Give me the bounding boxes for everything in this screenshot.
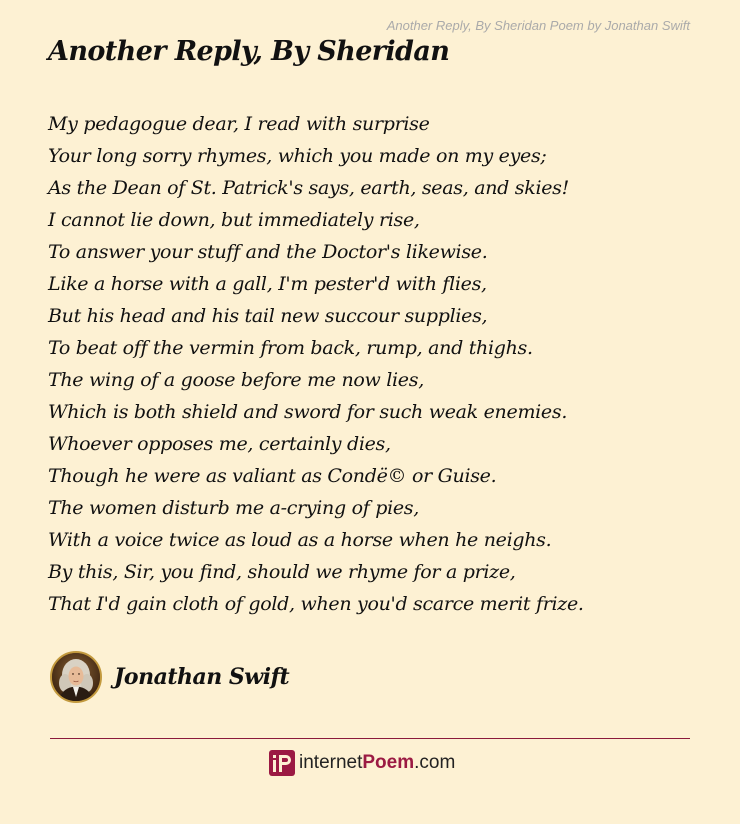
author-name[interactable]: Jonathan Swift <box>114 664 290 690</box>
poem-line: I cannot lie down, but immediately rise, <box>48 209 420 231</box>
poem-line: As the Dean of St. Patrick's says, earth, seas, and skies! <box>48 177 569 199</box>
logo-strong: Poem <box>362 752 415 773</box>
poem-line: Which is both shield and sword for such weak enemies. <box>48 401 568 423</box>
poem-line: That I'd gain cloth of gold, when you'd scarce merit frize. <box>48 593 584 615</box>
poem-line: Your long sorry rhymes, which you made on my eyes; <box>48 145 547 167</box>
author-row[interactable] <box>50 651 289 703</box>
footer-divider <box>50 738 690 739</box>
poem-line: To answer your stuff and the Doctor's likewise. <box>48 241 488 263</box>
poem-line: The wing of a goose before me now lies, <box>48 369 424 391</box>
poem-line: The women disturb me a-crying of pies, <box>48 497 419 519</box>
poem-line: Whoever opposes me, certainly dies, <box>48 433 391 455</box>
poem-title: Another Reply, By Sheridan <box>48 36 450 67</box>
header-caption: Another Reply, By Sheridan Poem by Jonathan Swift <box>386 18 690 33</box>
author-avatar[interactable] <box>50 651 102 703</box>
poem-line: Though he were as valiant as Condë© or Guise. <box>48 465 497 487</box>
poem-body <box>48 108 698 620</box>
site-logo-text <box>299 752 455 774</box>
poem-line: But his head and his tail new succour supplies, <box>48 305 488 327</box>
logo-suffix: .com <box>414 752 456 773</box>
poem-line: With a voice twice as loud as a horse when he neighs. <box>48 529 552 551</box>
internetpoem-logo-icon <box>269 750 295 776</box>
poem-line: By this, Sir, you find, should we rhyme for a prize, <box>48 561 516 583</box>
poem-line: My pedagogue dear, I read with surprise <box>48 113 430 135</box>
logo-prefix: internet <box>299 752 363 773</box>
poem-line: To beat off the vermin from back, rump, and thighs. <box>48 337 533 359</box>
author-portrait-icon <box>52 653 100 701</box>
site-logo[interactable] <box>269 750 455 776</box>
poem-line: Like a horse with a gall, I'm pester'd with flies, <box>48 273 487 295</box>
